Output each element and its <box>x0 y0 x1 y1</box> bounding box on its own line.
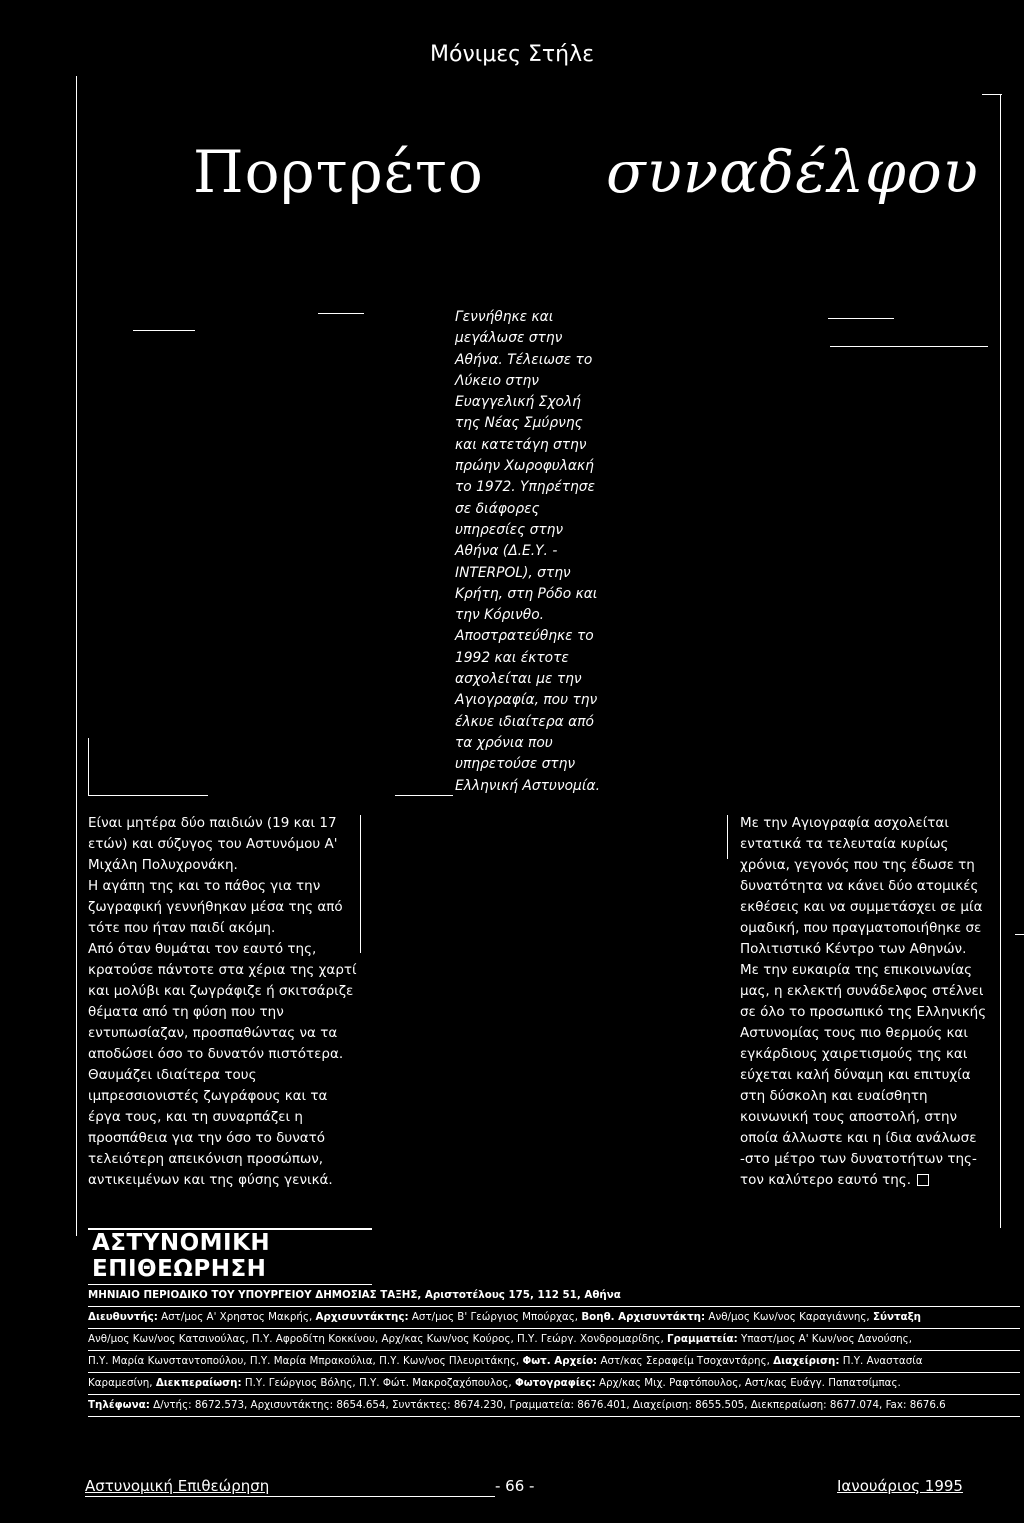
left-column <box>88 813 358 1191</box>
photo-frame-line <box>133 330 195 331</box>
masthead-subtitle: ΜΗΝΙΑΙΟ ΠΕΡΙΟΔΙΚΟ ΤΟΥ ΥΠΟΥΡΓΕΙΟΥ ΔΗΜΟΣΙΑΣ ΤΑΞΗΣ, Αριστοτέλους 175, 112 51, Αθήνα <box>88 1289 621 1301</box>
frame-right-rule <box>1000 94 1001 1236</box>
photo-frame-line <box>395 795 453 796</box>
frame-top-right-rule <box>982 94 1002 95</box>
paragraph: Η αγάπη της και το πάθος για την ζωγραφική γεννήθηκαν μέσα της από τότε που ήταν παιδί ακόμη. <box>88 878 343 936</box>
photo-frame-line <box>828 318 894 319</box>
photo-frame-line <box>360 815 361 953</box>
paragraph: Θαυμάζει ιδιαίτερα τους ιμπρεσσιονιστές ζωγράφους και τα έργα τους, και τη συναρπάζει η προσπάθεια για την όσο το δυνατό τελειότερη απεικόνιση προσώπων, αντικειμένων και της φύσης γενικά. <box>88 1067 333 1188</box>
paragraph: Αποστρατεύθηκε το 1992 και έκτοτε ασχολείται με την Αγιογραφία, που την έλκυε ιδιαίτερα από τα χρόνια που υπηρετούσε στην Ελληνική Αστυνομία. <box>455 628 600 794</box>
margin-tick <box>1015 934 1024 935</box>
paragraph: Με την Αγιογραφία ασχολείται εντατικά τα τελευταία κυρίως χρόνια, γεγονός που της έδωσε τη δυνατότητα να κάνει δύο ατομικές εκθέσεις και να συμμετάσχει σε μία ομαδική, που πραγματοποιήθηκε σε Πολιτιστικό Κέντρο των Αθηνών. <box>740 815 983 957</box>
masthead-title: ΑΣΤΥΝΟΜΙΚΗ ΕΠΙΘΕΩΡΗΣΗ <box>88 1228 372 1285</box>
masthead-rule <box>88 1416 1020 1417</box>
photo-frame-line <box>830 346 988 347</box>
section-header: Μόνιμες Στήλε <box>430 42 594 67</box>
paragraph: Γεννήθηκε και μεγάλωσε στην Αθήνα. Τέλειωσε το Λύκειο στην Ευαγγελική Σχολή της Νέας Σμύρνης και κατετάγη στην πρώην Χωροφυλακή το 1972. Υπηρέτησε σε διάφορες υπηρεσίες στην Αθήνα (Δ.Ε.Υ. - INTERPOL), στην Κρήτη, στη Ρόδο και την Κόρινθο. <box>455 309 598 624</box>
masthead-credits-line: Καραμεσίνη, Διεκπεραίωση: Π.Υ. Γεώργιος Βόλης, Π.Υ. Φώτ. Μακροζαχόπουλος, Φωτογραφίες: Αρχ/κας Μιχ. Ραφτόπουλος, Αστ/κας Ευάγγ. Παπατσίμπας. <box>88 1377 901 1389</box>
page-title-left: Πορτρέτο <box>193 138 484 206</box>
footer-date: Ιανουάριος 1995 <box>837 1477 963 1495</box>
page-title-right: συναδέλφου <box>606 138 979 206</box>
photo-frame-line <box>318 313 364 314</box>
paragraph: Από όταν θυμάται τον εαυτό της, κρατούσε πάντοτε στα χέρια της χαρτί και μολύβι και ζωγράφιζε ή σκιτσάριζε θέματα από τη φύση που την εντυπωσίαζαν, προσπαθώντας να τα αποδώσει όσο το δυνατόν πιστότερα. <box>88 941 357 1062</box>
photo-frame-line <box>727 815 728 859</box>
end-of-article-icon <box>917 1174 929 1186</box>
photo-frame-line <box>88 795 208 796</box>
frame-left-rule <box>76 76 77 1236</box>
paragraph: Είναι μητέρα δύο παιδιών (19 και 17 ετών) και σύζυγος του Αστυνόμου Α' Μιχάλη Πολυχρονάκη. <box>88 815 338 873</box>
right-column <box>740 813 990 1191</box>
photo-frame-line <box>88 738 89 796</box>
masthead-credits-line: Ανθ/μος Κων/νος Κατσινούλας, Π.Υ. Αφροδίτη Κοκκίνου, Αρχ/κας Κων/νος Κούρος, Π.Υ. Γεώργ. Χονδρομαρίδης, Γραμματεία: Υπαστ/μος Α' Κων/νος Δανούσης, <box>88 1333 912 1345</box>
center-column <box>455 307 605 797</box>
footer-publication: Αστυνομική Επιθεώρηση <box>85 1477 270 1495</box>
footer-rule <box>85 1496 495 1497</box>
masthead <box>88 1228 1020 1417</box>
masthead-phones-line: Τηλέφωνα: Δ/ντής: 8672.573, Αρχισυντάκτης: 8654.654, Συντάκτες: 8674.230, Γραμματεία: 8676.401, Διαχείριση: 8655.505, Διεκπεραίωση: 8677.074, Fax: 8676.6 <box>88 1399 946 1411</box>
paragraph-text: Με την ευκαιρία της επικοινωνίας μας, η εκλεκτή συνάδελφος στέλνει σε όλο το προσωπικό της Ελληνικής Αστυνομίας τους πιο θερμούς και εγκάρδιους χαιρετισμούς της και εύχεται καλή δύναμη και επιτυχία στη δύσκολη και ευαίσθητη κοινωνική τους αποστολή, στην οποία άλλωστε και η ίδια ανάλωσε -στο μέτρο των δυνατοτήτων της- τον καλύτερο εαυτό της. <box>740 962 987 1188</box>
masthead-credits-line: Π.Υ. Μαρία Κωνσταντοπούλου, Π.Υ. Μαρία Μπρακούλια, Π.Υ. Κων/νος Πλευριτάκης, Φωτ. Αρχείο: Αστ/κας Σεραφείμ Τσοχαντάρης, Διαχείριση: Π.Υ. Αναστασία <box>88 1355 923 1367</box>
footer-page-number: - 66 - <box>495 1477 535 1495</box>
paragraph <box>740 960 990 1191</box>
masthead-credits-line: Διευθυντής: Αστ/μος Α' Χρηστος Μακρής, Αρχισυντάκτης: Αστ/μος Β' Γεώργιος Μπούρχας, Βοηθ. Αρχισυντάκτη: Ανθ/μος Κων/νος Καραγιάννης, Σύνταξη <box>88 1311 922 1323</box>
